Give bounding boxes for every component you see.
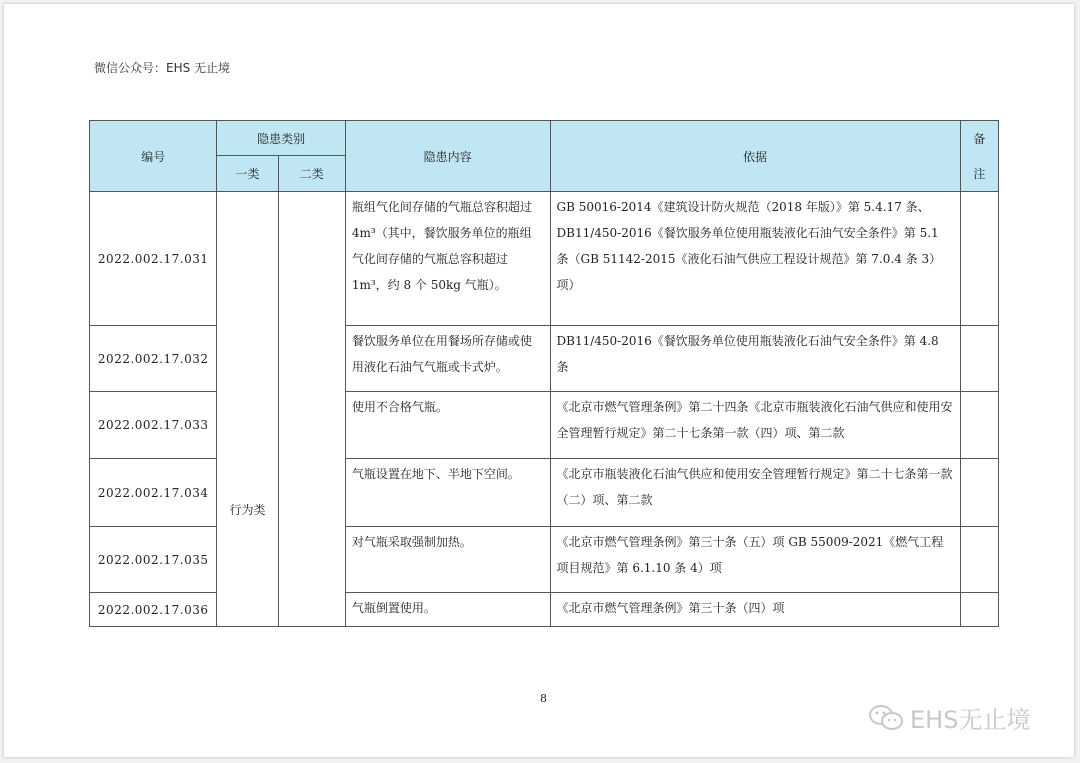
row-basis: 《北京市瓶装液化石油气供应和使用安全管理暂行规定》第二十七条第一款（二）项、第二款 xyxy=(550,459,960,527)
row-basis: 《北京市燃气管理条例》第二十四条《北京市瓶装液化石油气供应和使用安全管理暂行规定》第二十七条第一款（四）项、第二款 xyxy=(550,392,960,459)
row-remark xyxy=(960,459,998,527)
category-value xyxy=(217,192,278,627)
row-remark xyxy=(960,392,998,459)
hazard-table xyxy=(89,120,999,627)
watermark xyxy=(868,700,1030,735)
row-content: 使用不合格气瓶。 xyxy=(345,392,550,459)
row-basis: 《北京市燃气管理条例》第三十条（四）项 xyxy=(550,593,960,627)
header-remark-line2: 注 xyxy=(973,167,986,181)
header-category: 隐患类别 xyxy=(217,121,345,156)
row-code: 2022.002.17.036 xyxy=(90,593,217,627)
header-cat1: 一类 xyxy=(217,156,278,192)
header-cat2: 二类 xyxy=(278,156,345,192)
row-basis: 《北京市燃气管理条例》第三十条（五）项 GB 55009-2021《燃气工程项目规范》第 6.1.10 条 4）项 xyxy=(550,527,960,593)
row-remark xyxy=(960,192,998,326)
row-code: 2022.002.17.035 xyxy=(90,527,217,593)
row-remark xyxy=(960,527,998,593)
header-basis: 依据 xyxy=(550,121,960,192)
page-number: 8 xyxy=(540,692,547,705)
row-content: 瓶组气化间存储的气瓶总容积超过 4m³（其中，餐饮服务单位的瓶组气化间存储的气瓶总容积超过 1m³，约 8 个 50kg 气瓶）。 xyxy=(345,192,550,326)
document-page xyxy=(4,4,1074,757)
row-remark xyxy=(960,326,998,392)
row-basis: DB11/450-2016《餐饮服务单位使用瓶装液化石油气安全条件》第 4.8 条 xyxy=(550,326,960,392)
header-code: 编号 xyxy=(90,121,217,192)
row-basis: GB 50016-2014《建筑设计防火规范（2018 年版）》第 5.4.17 条、DB11/450-2016《餐饮服务单位使用瓶装液化石油气安全条件》第 5.1 条（GB 51142-2015《液化石油气供应工程设计规范》第 7.0.4 条 3）项） xyxy=(550,192,960,326)
row-code: 2022.002.17.031 xyxy=(90,192,217,326)
row-content: 气瓶倒置使用。 xyxy=(345,593,550,627)
row-remark xyxy=(960,593,998,627)
watermark-text: EHS无止境 xyxy=(910,706,1031,734)
row-code: 2022.002.17.032 xyxy=(90,326,217,392)
header-content: 隐患内容 xyxy=(345,121,550,192)
row-content: 气瓶设置在地下、半地下空间。 xyxy=(345,459,550,527)
header-remark xyxy=(960,121,998,192)
table-row xyxy=(90,192,999,326)
header-remark-line1: 备 xyxy=(973,132,986,146)
wechat-icon xyxy=(868,704,904,732)
row-content: 餐饮服务单位在用餐场所存储或使用液化石油气气瓶或卡式炉。 xyxy=(345,326,550,392)
row-code: 2022.002.17.034 xyxy=(90,459,217,527)
header-note: 微信公众号：EHS 无止境 xyxy=(94,61,231,75)
row-code: 2022.002.17.033 xyxy=(90,392,217,459)
cat2-cell xyxy=(278,192,345,627)
category-label: 行为类 xyxy=(229,502,266,517)
row-content: 对气瓶采取强制加热。 xyxy=(345,527,550,593)
